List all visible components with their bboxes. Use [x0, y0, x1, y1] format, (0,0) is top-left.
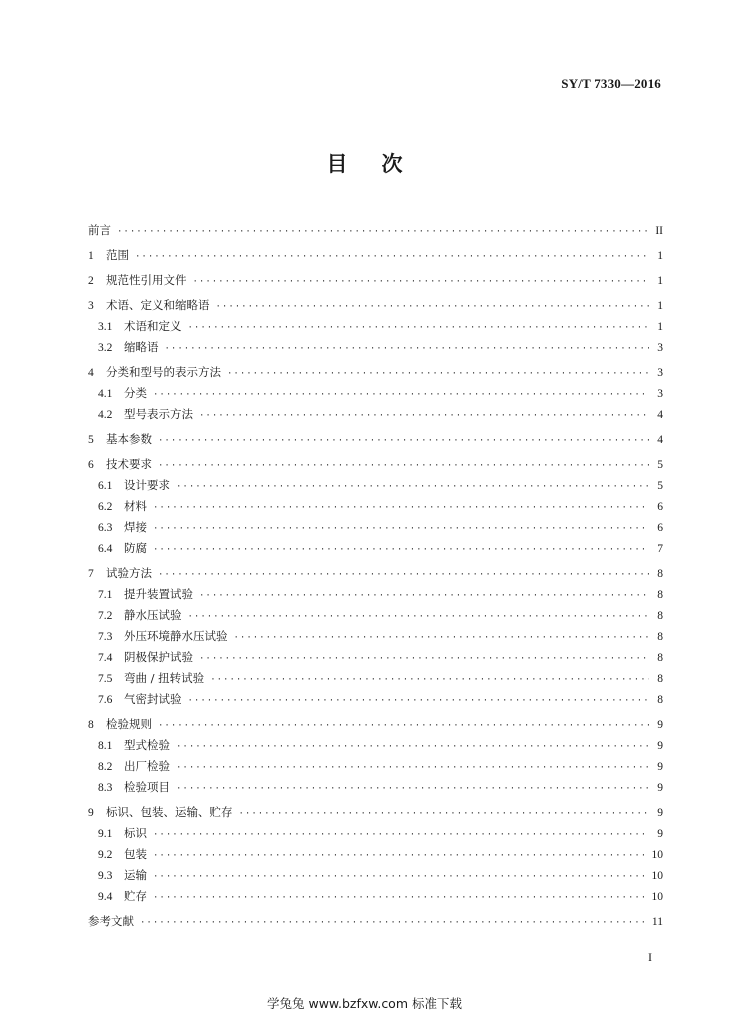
toc-entry-label: 包装 — [124, 847, 147, 861]
toc-entry-label: 标识 — [124, 826, 147, 840]
toc-entry-page: 11 — [651, 916, 663, 928]
toc-leader-dots — [158, 456, 649, 476]
toc-entry-page: 4 — [657, 434, 663, 446]
toc-entry-page: 1 — [657, 321, 663, 333]
toc-leader-dots — [135, 247, 649, 267]
toc-entry-label: 外压环境静水压试验 — [124, 629, 228, 643]
toc-entry-number: 7.5 — [98, 673, 113, 685]
toc-entry-number: 6.2 — [98, 501, 113, 513]
table-of-contents — [88, 220, 663, 931]
toc-entry[interactable] — [88, 714, 663, 734]
toc-entry[interactable] — [88, 756, 663, 776]
toc-leader-dots — [158, 716, 649, 736]
toc-entry-number: 9.2 — [98, 849, 113, 861]
toc-entry-label: 设计要求 — [124, 478, 170, 492]
toc-entry-label: 规范性引用文件 — [106, 273, 187, 287]
toc-entry-page: 9 — [657, 782, 663, 794]
toc-entry-label: 分类 — [124, 386, 147, 400]
toc-leader-dots — [199, 649, 649, 669]
toc-entry-page: 7 — [657, 543, 663, 555]
toc-entry[interactable] — [88, 475, 663, 495]
toc-entry[interactable] — [88, 626, 663, 646]
toc-entry-page: 5 — [657, 480, 663, 492]
toc-entry[interactable] — [88, 777, 663, 797]
toc-entry[interactable] — [88, 270, 663, 290]
toc-entry-page: 8 — [657, 610, 663, 622]
toc-entry-label: 试验方法 — [106, 566, 152, 580]
toc-entry-label: 基本参数 — [106, 432, 152, 446]
toc-entry-page: 1 — [657, 300, 663, 312]
toc-entry-page: 10 — [651, 891, 663, 903]
toc-entry-number: 5 — [88, 434, 94, 446]
toc-leader-dots — [153, 888, 649, 908]
toc-entry[interactable] — [88, 689, 663, 709]
toc-entry-page: 6 — [657, 522, 663, 534]
toc-entry[interactable] — [88, 538, 663, 558]
toc-entry[interactable] — [88, 454, 663, 474]
toc-entry-number: 7 — [88, 568, 94, 580]
toc-entry-number: 9.3 — [98, 870, 113, 882]
toc-entry-label: 检验规则 — [106, 717, 152, 731]
toc-entry[interactable] — [88, 735, 663, 755]
footer-watermark: 学兔兔 www.bzfxw.com 标准下载 — [267, 996, 462, 1011]
toc-entry-label: 前言 — [88, 223, 111, 237]
toc-entry-page: 9 — [657, 807, 663, 819]
toc-entry-page: 10 — [651, 849, 663, 861]
toc-entry[interactable] — [88, 563, 663, 583]
toc-entry-label: 型式检验 — [124, 738, 170, 752]
toc-entry-label: 范围 — [106, 248, 129, 262]
toc-entry-page: 8 — [657, 631, 663, 643]
toc-leader-dots — [153, 867, 649, 887]
toc-entry-number: 9.4 — [98, 891, 113, 903]
toc-entry-page: 6 — [657, 501, 663, 513]
toc-entry-page: 9 — [657, 761, 663, 773]
standard-code: SY/T 7330—2016 — [561, 76, 661, 91]
toc-entry-page: 1 — [657, 275, 663, 287]
toc-entry-label: 防腐 — [124, 541, 147, 555]
toc-entry-label: 提升装置试验 — [124, 587, 193, 601]
toc-entry[interactable] — [88, 844, 663, 864]
toc-leader-dots — [176, 737, 649, 757]
toc-leader-dots — [199, 406, 649, 426]
toc-entry[interactable] — [88, 605, 663, 625]
toc-entry-page: 1 — [657, 250, 663, 262]
toc-leader-dots — [153, 540, 649, 560]
toc-leader-dots — [176, 477, 649, 497]
toc-entry-label: 术语、定义和缩略语 — [106, 298, 210, 312]
toc-entry-number: 7.2 — [98, 610, 113, 622]
toc-entry-label: 贮存 — [124, 889, 147, 903]
toc-entry-label: 型号表示方法 — [124, 407, 193, 421]
toc-entry-number: 3.2 — [98, 342, 113, 354]
toc-entry-number: 7.3 — [98, 631, 113, 643]
page-number: I — [648, 950, 652, 964]
toc-entry-label: 标识、包装、运输、贮存 — [106, 805, 233, 819]
toc-entry-number: 7.1 — [98, 589, 113, 601]
toc-entry-label: 阴极保护试验 — [124, 650, 193, 664]
toc-leader-dots — [165, 339, 650, 359]
toc-entry-label: 材料 — [124, 499, 147, 513]
toc-entry[interactable] — [88, 668, 663, 688]
toc-entry-number: 7.4 — [98, 652, 113, 664]
toc-entry-label: 焊接 — [124, 520, 147, 534]
toc-entry[interactable] — [88, 245, 663, 265]
toc-entry-number: 6.3 — [98, 522, 113, 534]
toc-entry-page: 5 — [657, 459, 663, 471]
toc-leader-dots — [153, 846, 649, 866]
toc-entry-label: 缩略语 — [124, 340, 159, 354]
toc-entry-page: 3 — [657, 388, 663, 400]
toc-leader-dots — [176, 779, 649, 799]
toc-leader-dots — [117, 222, 649, 242]
toc-entry-number: 8.3 — [98, 782, 113, 794]
toc-entry-number: 9 — [88, 807, 94, 819]
toc-entry-page: 9 — [657, 828, 663, 840]
toc-entry-number: 9.1 — [98, 828, 113, 840]
toc-leader-dots — [176, 758, 649, 778]
toc-entry-number: 8 — [88, 719, 94, 731]
toc-leader-dots — [158, 565, 649, 585]
toc-leader-dots — [210, 670, 649, 690]
toc-entry[interactable] — [88, 584, 663, 604]
toc-entry-label: 检验项目 — [124, 780, 170, 794]
toc-entry[interactable] — [88, 429, 663, 449]
toc-entry-page: 8 — [657, 652, 663, 664]
toc-entry[interactable] — [88, 823, 663, 843]
toc-entry-label: 气密封试验 — [124, 692, 182, 706]
toc-entry[interactable] — [88, 362, 663, 382]
toc-leader-dots — [140, 913, 649, 933]
toc-entry-page: 9 — [657, 740, 663, 752]
toc-entry-label: 运输 — [124, 868, 147, 882]
toc-entry-label: 分类和型号的表示方法 — [106, 365, 221, 379]
toc-entry-number: 6 — [88, 459, 94, 471]
toc-leader-dots — [216, 297, 650, 317]
toc-leader-dots — [188, 318, 650, 338]
toc-entry[interactable] — [88, 404, 663, 424]
toc-entry-number: 8.2 — [98, 761, 113, 773]
toc-entry-page: 8 — [657, 589, 663, 601]
toc-leader-dots — [153, 825, 649, 845]
toc-entry-number: 4.1 — [98, 388, 113, 400]
toc-entry-page: 8 — [657, 673, 663, 685]
toc-entry-number: 6.4 — [98, 543, 113, 555]
toc-entry-number: 2 — [88, 275, 94, 287]
toc-entry[interactable] — [88, 865, 663, 885]
toc-entry[interactable] — [88, 911, 663, 931]
toc-entry[interactable] — [88, 647, 663, 667]
toc-entry-label: 弯曲 / 扭转试验 — [124, 671, 205, 685]
toc-entry[interactable] — [88, 496, 663, 516]
toc-entry-label: 技术要求 — [106, 457, 152, 471]
toc-entry-number: 8.1 — [98, 740, 113, 752]
toc-leader-dots — [227, 364, 649, 384]
toc-entry[interactable] — [88, 802, 663, 822]
toc-entry-number: 4 — [88, 367, 94, 379]
toc-leader-dots — [153, 519, 649, 539]
toc-leader-dots — [158, 431, 649, 451]
toc-entry[interactable] — [88, 886, 663, 906]
toc-entry-page: 8 — [657, 568, 663, 580]
toc-entry-label: 参考文献 — [88, 914, 134, 928]
toc-entry-page: 8 — [657, 694, 663, 706]
toc-entry[interactable] — [88, 337, 663, 357]
toc-leader-dots — [153, 385, 649, 405]
toc-leader-dots — [153, 498, 649, 518]
toc-entry-page: 4 — [657, 409, 663, 421]
toc-entry[interactable] — [88, 517, 663, 537]
toc-entry-label: 静水压试验 — [124, 608, 182, 622]
toc-entry-number: 1 — [88, 250, 94, 262]
toc-entry-label: 出厂检验 — [124, 759, 170, 773]
toc-entry[interactable] — [88, 295, 663, 315]
toc-entry[interactable] — [88, 316, 663, 336]
page-title: 目次 — [326, 152, 437, 176]
toc-leader-dots — [239, 804, 650, 824]
toc-leader-dots — [188, 607, 650, 627]
toc-entry-number: 7.6 — [98, 694, 113, 706]
toc-entry-number: 3.1 — [98, 321, 113, 333]
toc-entry-number: 3 — [88, 300, 94, 312]
toc-leader-dots — [188, 691, 650, 711]
toc-leader-dots — [193, 272, 650, 292]
toc-leader-dots — [234, 628, 650, 648]
toc-entry[interactable] — [88, 220, 663, 240]
toc-entry[interactable] — [88, 383, 663, 403]
toc-entry-page: 10 — [651, 870, 663, 882]
toc-entry-page: 3 — [657, 342, 663, 354]
toc-entry-label: 术语和定义 — [124, 319, 182, 333]
toc-entry-number: 4.2 — [98, 409, 113, 421]
toc-entry-page: II — [655, 225, 663, 237]
toc-entry-page: 9 — [657, 719, 663, 731]
toc-entry-number: 6.1 — [98, 480, 113, 492]
toc-leader-dots — [199, 586, 649, 606]
toc-entry-page: 3 — [657, 367, 663, 379]
